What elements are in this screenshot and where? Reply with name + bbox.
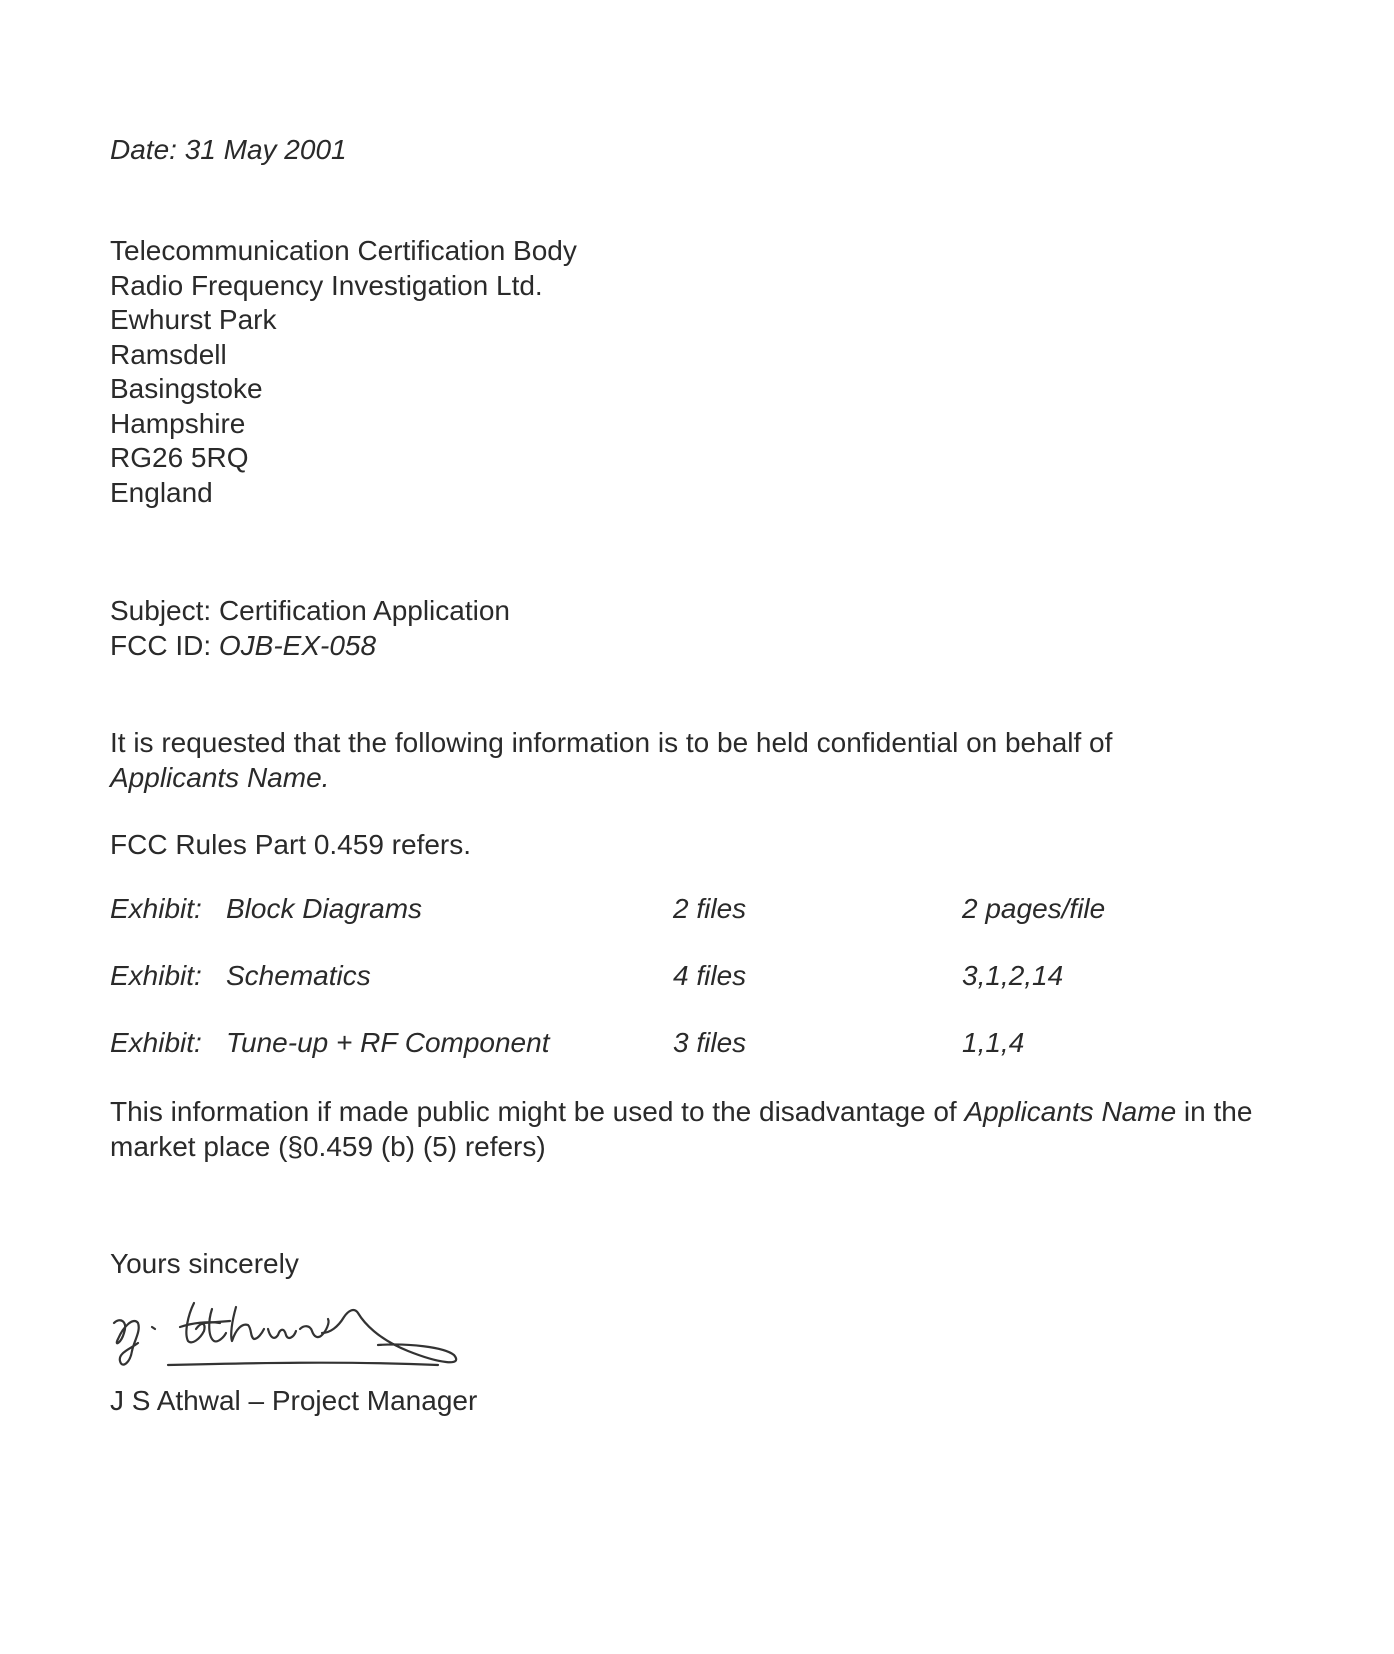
disadvantage-applicant: Applicants Name	[964, 1096, 1177, 1127]
rules-reference: FCC Rules Part 0.459 refers.	[110, 829, 472, 860]
address-line: RG26 5RQ	[110, 442, 249, 473]
exhibit-name: Tune-up + RF Component	[226, 1027, 550, 1058]
fcc-id-line	[110, 629, 510, 664]
subject-line: Subject: Certification Application	[110, 595, 510, 626]
exhibit-label: Exhibit:	[110, 960, 202, 991]
closing-salutation: Yours sincerely	[110, 1248, 299, 1279]
exhibit-file-count: 2 files	[673, 893, 747, 924]
exhibit-name: Schematics	[226, 960, 371, 991]
letter-date: Date: 31 May 2001	[110, 134, 347, 165]
exhibit-row	[110, 893, 1310, 929]
confidentiality-request	[110, 726, 1290, 795]
exhibit-row	[110, 1027, 1310, 1063]
exhibit-row	[110, 960, 1310, 996]
disadvantage-text-start: This information if made public might be used to the disadvantage of	[110, 1096, 965, 1127]
request-text: It is requested that the following information is to be held confidential on behalf of	[110, 727, 1113, 758]
exhibit-name: Block Diagrams	[226, 893, 423, 924]
address-line: Radio Frequency Investigation Ltd.	[110, 269, 543, 301]
address-line: England	[110, 476, 213, 508]
exhibit-label: Exhibit:	[110, 893, 202, 924]
address-line: Hampshire	[110, 407, 246, 439]
request-applicant: Applicants Name.	[110, 761, 330, 793]
disadvantage-statement	[110, 1095, 1310, 1164]
fcc-id-value: OJB-EX-058	[218, 629, 377, 661]
address-line: Ewhurst Park	[110, 304, 277, 335]
exhibit-pages: 3,1,2,14	[962, 960, 1064, 991]
exhibit-pages: 2 pages/file	[962, 893, 1106, 924]
address-line: Ramsdell	[110, 338, 227, 370]
exhibit-file-count: 4 files	[673, 960, 747, 991]
fcc-id-label: FCC ID:	[110, 629, 219, 661]
recipient-address	[110, 234, 577, 510]
exhibit-label: Exhibit:	[110, 1027, 202, 1058]
signature-image	[108, 1293, 488, 1383]
subject-block	[110, 594, 510, 663]
exhibit-pages: 1,1,4	[962, 1027, 1025, 1058]
exhibit-file-count: 3 files	[673, 1027, 747, 1058]
address-line: Telecommunication Certification Body	[110, 235, 577, 266]
signer-name: J S Athwal – Project Manager	[110, 1385, 478, 1416]
disadvantage-text-end: in the market place (§0.459 (b) (5) refers)	[110, 1096, 1253, 1162]
address-line: Basingstoke	[110, 373, 263, 404]
